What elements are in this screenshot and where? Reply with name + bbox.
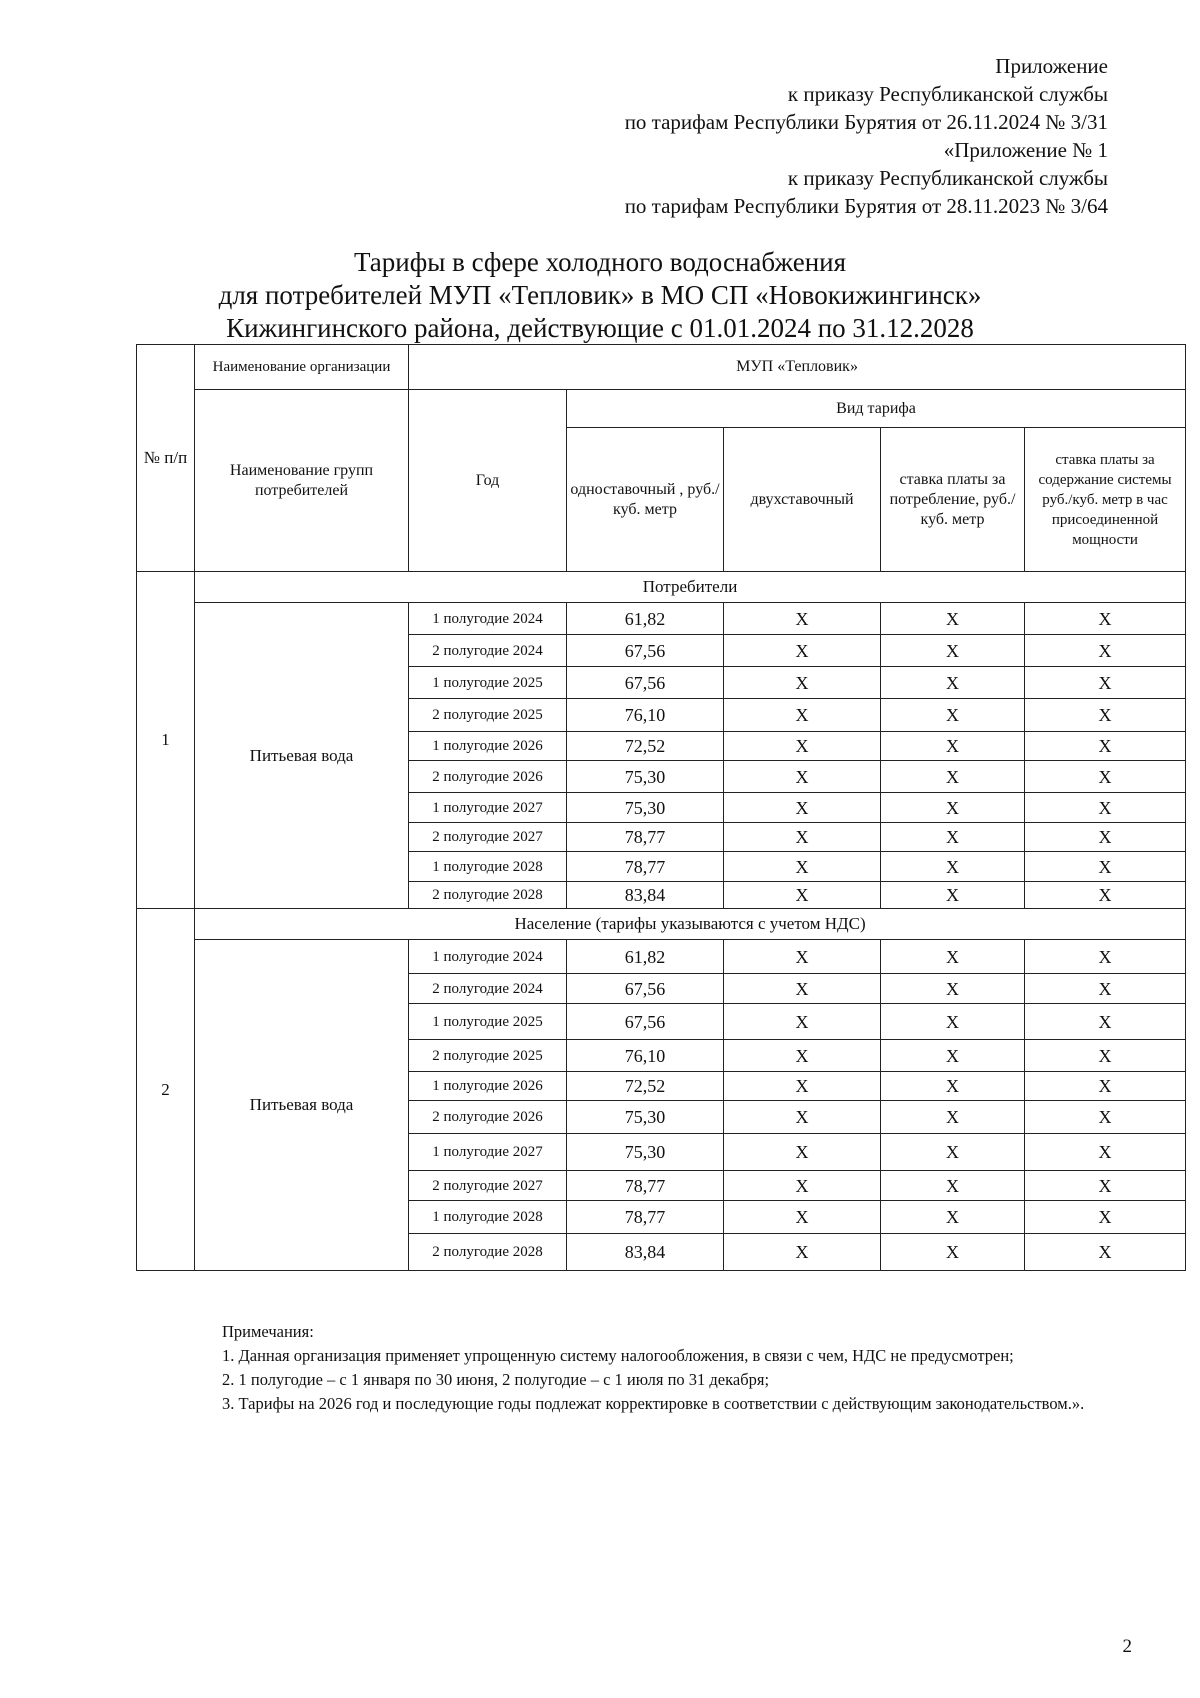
two-rate-cell: X: [724, 1072, 881, 1101]
maintenance-rate-cell: X: [1025, 699, 1186, 732]
maintenance-rate-cell: X: [1025, 940, 1186, 974]
period-cell: 1 полугодие 2028: [409, 852, 567, 882]
maintenance-rate-cell: X: [1025, 793, 1186, 823]
consumption-rate-cell: X: [881, 732, 1025, 761]
two-rate-cell: X: [724, 852, 881, 882]
maintenance-rate-cell: X: [1025, 635, 1186, 667]
single-rate-cell: 67,56: [567, 974, 724, 1004]
period-cell: 1 полугодие 2027: [409, 1134, 567, 1171]
section-category: Потребители: [195, 572, 1186, 603]
consumption-rate-cell: X: [881, 635, 1025, 667]
maintenance-rate-cell: X: [1025, 1134, 1186, 1171]
period-cell: 2 полугодие 2026: [409, 1101, 567, 1134]
period-cell: 1 полугодие 2024: [409, 603, 567, 635]
maintenance-rate-cell: X: [1025, 1201, 1186, 1234]
page-number: 2: [1122, 1636, 1132, 1657]
two-rate-cell: X: [724, 635, 881, 667]
header-consumer-group: Наименование групп потребителей: [195, 390, 409, 572]
maintenance-rate-cell: X: [1025, 1101, 1186, 1134]
maintenance-rate-cell: X: [1025, 852, 1186, 882]
maintenance-rate-cell: X: [1025, 882, 1186, 909]
maintenance-rate-cell: X: [1025, 667, 1186, 699]
maintenance-rate-cell: X: [1025, 1171, 1186, 1201]
two-rate-cell: X: [724, 732, 881, 761]
consumption-rate-cell: X: [881, 852, 1025, 882]
maintenance-rate-cell: X: [1025, 603, 1186, 635]
section-header-row: [137, 572, 1186, 603]
single-rate-cell: 75,30: [567, 793, 724, 823]
consumption-rate-cell: X: [881, 974, 1025, 1004]
two-rate-cell: X: [724, 761, 881, 793]
consumption-rate-cell: X: [881, 667, 1025, 699]
consumption-rate-cell: X: [881, 823, 1025, 852]
period-cell: 2 полугодие 2028: [409, 1234, 567, 1271]
consumer-group: Питьевая вода: [195, 940, 409, 1271]
header-year: Год: [409, 390, 567, 572]
table-row: [137, 940, 1186, 974]
tariff-table: [136, 344, 1186, 1271]
period-cell: 2 полугодие 2024: [409, 635, 567, 667]
header-line: к приказу Республиканской службы: [787, 166, 1108, 190]
consumption-rate-cell: X: [881, 603, 1025, 635]
period-cell: 2 полугодие 2027: [409, 823, 567, 852]
single-rate-cell: 76,10: [567, 1040, 724, 1072]
consumption-rate-cell: X: [881, 940, 1025, 974]
two-rate-cell: X: [724, 1004, 881, 1040]
maintenance-rate-cell: X: [1025, 823, 1186, 852]
two-rate-cell: X: [724, 940, 881, 974]
single-rate-cell: 83,84: [567, 882, 724, 909]
consumption-rate-cell: X: [881, 761, 1025, 793]
single-rate-cell: 61,82: [567, 940, 724, 974]
maintenance-rate-cell: X: [1025, 1004, 1186, 1040]
single-rate-cell: 78,77: [567, 1171, 724, 1201]
notes-title: Примечания:: [222, 1322, 314, 1341]
period-cell: 1 полугодие 2026: [409, 732, 567, 761]
period-cell: 2 полугодие 2024: [409, 974, 567, 1004]
consumption-rate-cell: X: [881, 793, 1025, 823]
maintenance-rate-cell: X: [1025, 732, 1186, 761]
period-cell: 2 полугодие 2025: [409, 1040, 567, 1072]
period-cell: 2 полугодие 2026: [409, 761, 567, 793]
period-cell: 1 полугодие 2027: [409, 793, 567, 823]
period-cell: 2 полугодие 2027: [409, 1171, 567, 1201]
consumption-rate-cell: X: [881, 1040, 1025, 1072]
single-rate-cell: 75,30: [567, 761, 724, 793]
two-rate-cell: X: [724, 603, 881, 635]
header-line: к приказу Республиканской службы: [787, 82, 1108, 106]
header-two-rate: двухставочный: [724, 428, 881, 572]
consumption-rate-cell: X: [881, 882, 1025, 909]
period-cell: 1 полугодие 2026: [409, 1072, 567, 1101]
header-consumption-rate: ставка платы за потребление, руб./ куб. метр: [881, 428, 1025, 572]
two-rate-cell: X: [724, 974, 881, 1004]
title-line: Тарифы в сфере холодного водоснабжения: [353, 247, 847, 277]
consumption-rate-cell: X: [881, 1072, 1025, 1101]
maintenance-rate-cell: X: [1025, 1234, 1186, 1271]
header-line: «Приложение № 1: [943, 138, 1108, 162]
single-rate-cell: 78,77: [567, 823, 724, 852]
period-cell: 2 полугодие 2025: [409, 699, 567, 732]
header-line: по тарифам Республики Бурятия от 28.11.2023 № 3/64: [624, 194, 1108, 218]
header-organization: Наименование организации: [195, 345, 409, 390]
two-rate-cell: X: [724, 823, 881, 852]
two-rate-cell: X: [724, 793, 881, 823]
single-rate-cell: 76,10: [567, 699, 724, 732]
period-cell: 1 полугодие 2025: [409, 667, 567, 699]
two-rate-cell: X: [724, 667, 881, 699]
two-rate-cell: X: [724, 1201, 881, 1234]
consumption-rate-cell: X: [881, 1234, 1025, 1271]
period-cell: 2 полугодие 2028: [409, 882, 567, 909]
note-item: 1. Данная организация применяет упрощенную систему налогообложения, в связи с чем, НДС не предусмотрен;: [222, 1346, 1014, 1365]
single-rate-cell: 67,56: [567, 635, 724, 667]
single-rate-cell: 72,52: [567, 732, 724, 761]
title-line: для потребителей МУП «Тепловик» в МО СП «Новокижингинск»: [218, 280, 982, 310]
appendix-header: [625, 52, 1108, 220]
note-item: 3. Тарифы на 2026 год и последующие годы подлежат корректировке в соответствии с действующим законодательством.».: [222, 1394, 1085, 1413]
consumption-rate-cell: X: [881, 1201, 1025, 1234]
two-rate-cell: X: [724, 1234, 881, 1271]
period-cell: 1 полугодие 2028: [409, 1201, 567, 1234]
two-rate-cell: X: [724, 1101, 881, 1134]
maintenance-rate-cell: X: [1025, 761, 1186, 793]
single-rate-cell: 61,82: [567, 603, 724, 635]
consumption-rate-cell: X: [881, 1134, 1025, 1171]
header-number: № п/п: [137, 345, 195, 572]
single-rate-cell: 78,77: [567, 852, 724, 882]
consumption-rate-cell: X: [881, 1004, 1025, 1040]
header-tariff-type: Вид тарифа: [567, 390, 1186, 428]
header-single-rate: одноставочный , руб./ куб. метр: [567, 428, 724, 572]
single-rate-cell: 75,30: [567, 1101, 724, 1134]
single-rate-cell: 72,52: [567, 1072, 724, 1101]
consumer-group: Питьевая вода: [195, 603, 409, 909]
consumption-rate-cell: X: [881, 699, 1025, 732]
maintenance-rate-cell: X: [1025, 1072, 1186, 1101]
title-line: Кижингинского района, действующие с 01.01.2024 по 31.12.2028: [226, 313, 974, 343]
document-title: [0, 246, 1200, 345]
period-cell: 1 полугодие 2024: [409, 940, 567, 974]
single-rate-cell: 83,84: [567, 1234, 724, 1271]
maintenance-rate-cell: X: [1025, 1040, 1186, 1072]
header-line: по тарифам Республики Бурятия от 26.11.2024 № 3/31: [624, 110, 1108, 134]
tariff-sections: [137, 572, 1186, 1271]
table-row: [137, 603, 1186, 635]
two-rate-cell: X: [724, 699, 881, 732]
section-number: 1: [137, 572, 195, 909]
two-rate-cell: X: [724, 1134, 881, 1171]
consumption-rate-cell: X: [881, 1171, 1025, 1201]
section-number: 2: [137, 909, 195, 1271]
section-header-row: [137, 909, 1186, 940]
two-rate-cell: X: [724, 1171, 881, 1201]
section-category: Население (тарифы указываются с учетом НДС): [195, 909, 1186, 940]
single-rate-cell: 67,56: [567, 667, 724, 699]
two-rate-cell: X: [724, 1040, 881, 1072]
single-rate-cell: 67,56: [567, 1004, 724, 1040]
period-cell: 1 полугодие 2025: [409, 1004, 567, 1040]
single-rate-cell: 78,77: [567, 1201, 724, 1234]
consumption-rate-cell: X: [881, 1101, 1025, 1134]
single-rate-cell: 75,30: [567, 1134, 724, 1171]
two-rate-cell: X: [724, 882, 881, 909]
maintenance-rate-cell: X: [1025, 974, 1186, 1004]
organization-name: МУП «Тепловик»: [409, 345, 1186, 390]
notes: [155, 1320, 1135, 1416]
header-line: Приложение: [995, 54, 1108, 78]
note-item: 2. 1 полугодие – с 1 января по 30 июня, 2 полугодие – с 1 июля по 31 декабря;: [222, 1370, 770, 1389]
header-maintenance-rate: ставка платы за содержание системы руб./куб. метр в час присоединенной мощности: [1025, 428, 1186, 572]
